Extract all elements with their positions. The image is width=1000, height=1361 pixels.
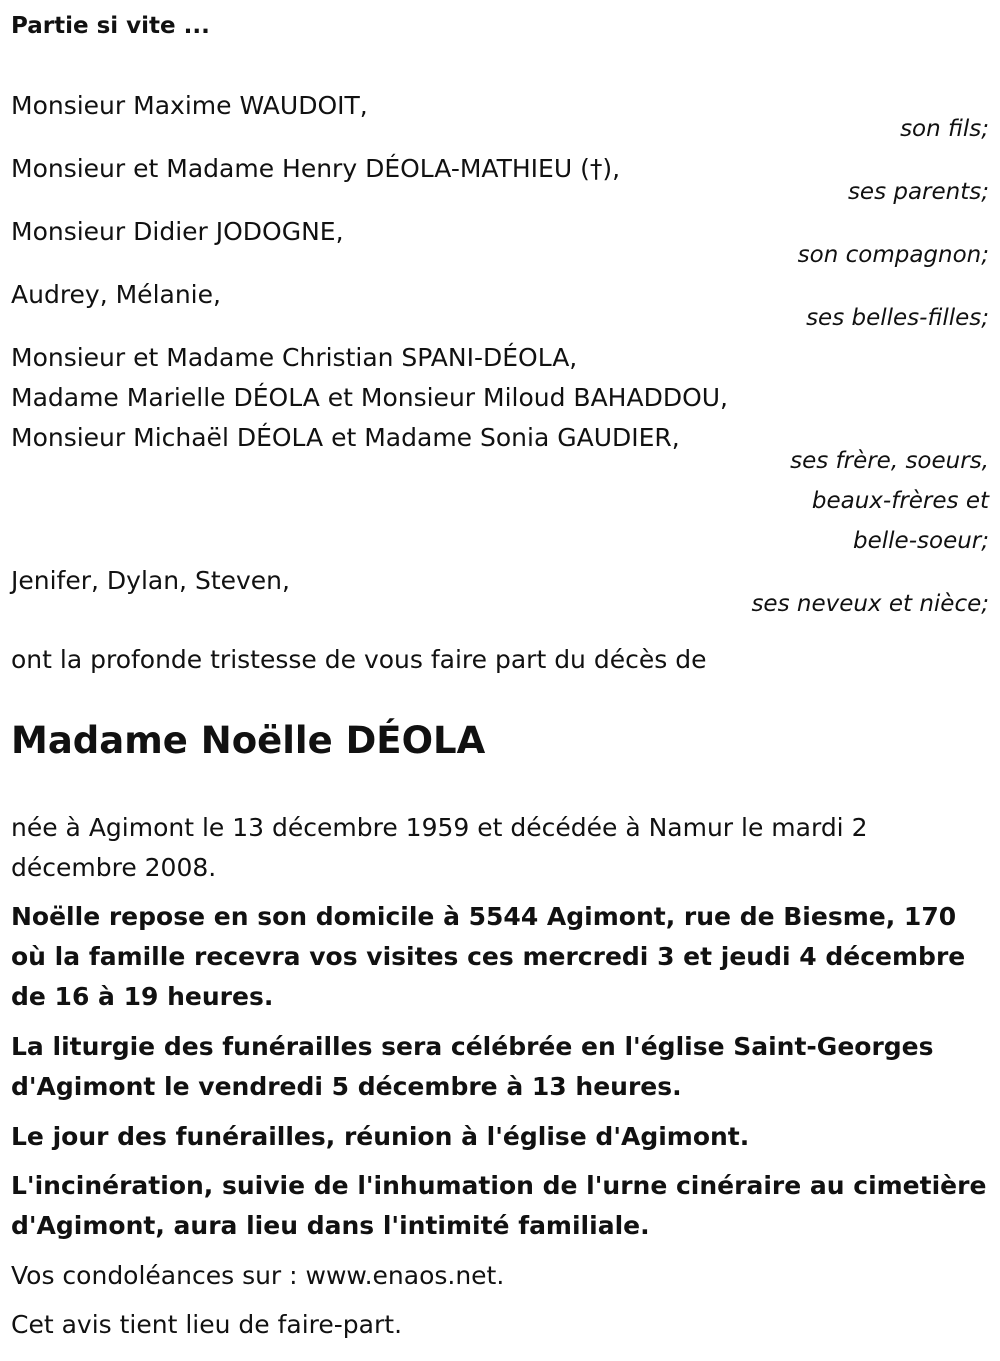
visitation-paragraph: Noëlle repose en son domicile à 5544 Agimont, rue de Biesme, 170 où la famille recevra vos visites ces mercredi 3 et jeudi 4 décembre de 16 à 19 heures. — [11, 902, 966, 1011]
birth-death-paragraph: née à Agimont le 13 décembre 1959 et décédée à Namur le mardi 2 décembre 2008. — [11, 813, 868, 882]
family-relation: ses neveux et nièce; — [751, 591, 989, 617]
family-name-line: Madame Marielle DÉOLA et Monsieur Miloud BAHADDOU, — [11, 383, 729, 412]
family-name-line: Monsieur et Madame Christian SPANI-DÉOLA, — [11, 343, 578, 372]
family-relation: ses frère, soeurs, — [790, 448, 989, 474]
deceased-name: Madame Noëlle DÉOLA — [11, 719, 486, 762]
family-name-line: Jenifer, Dylan, Steven, — [11, 566, 290, 595]
closing-line: Cet avis tient lieu de faire-part. — [11, 1310, 403, 1339]
liturgy-paragraph: La liturgie des funérailles sera célébrée en l'église Saint-Georges d'Agimont le vendredi 5 décembre à 13 heures. — [11, 1032, 934, 1101]
family-name-line: Monsieur Michaël DÉOLA et Madame Sonia GAUDIER, — [11, 423, 680, 452]
family-name-line: Audrey, Mélanie, — [11, 280, 221, 309]
meeting-paragraph: Le jour des funérailles, réunion à l'église d'Agimont. — [11, 1122, 750, 1151]
family-relation: belle-soeur; — [853, 528, 989, 554]
intro-heading: Partie si vite ... — [11, 13, 210, 39]
family-name-line: Monsieur Maxime WAUDOIT, — [11, 91, 368, 120]
family-name-line: Monsieur et Madame Henry DÉOLA-MATHIEU (†), — [11, 154, 621, 183]
announcement-text: ont la profonde tristesse de vous faire part du décès de — [11, 645, 707, 674]
family-name-line: Monsieur Didier JODOGNE, — [11, 217, 344, 246]
family-relation: ses belles-filles; — [806, 305, 989, 331]
cremation-paragraph: L'incinération, suivie de l'inhumation de l'urne cinéraire au cimetière d'Agimont, aura lieu dans l'intimité familiale. — [11, 1171, 987, 1240]
family-relation: ses parents; — [847, 179, 989, 205]
family-relation: son fils; — [900, 116, 989, 142]
condolences-line: Vos condoléances sur : www.enaos.net. — [11, 1261, 505, 1290]
family-relation: beaux-frères et — [811, 488, 989, 514]
family-relation: son compagnon; — [797, 242, 989, 268]
